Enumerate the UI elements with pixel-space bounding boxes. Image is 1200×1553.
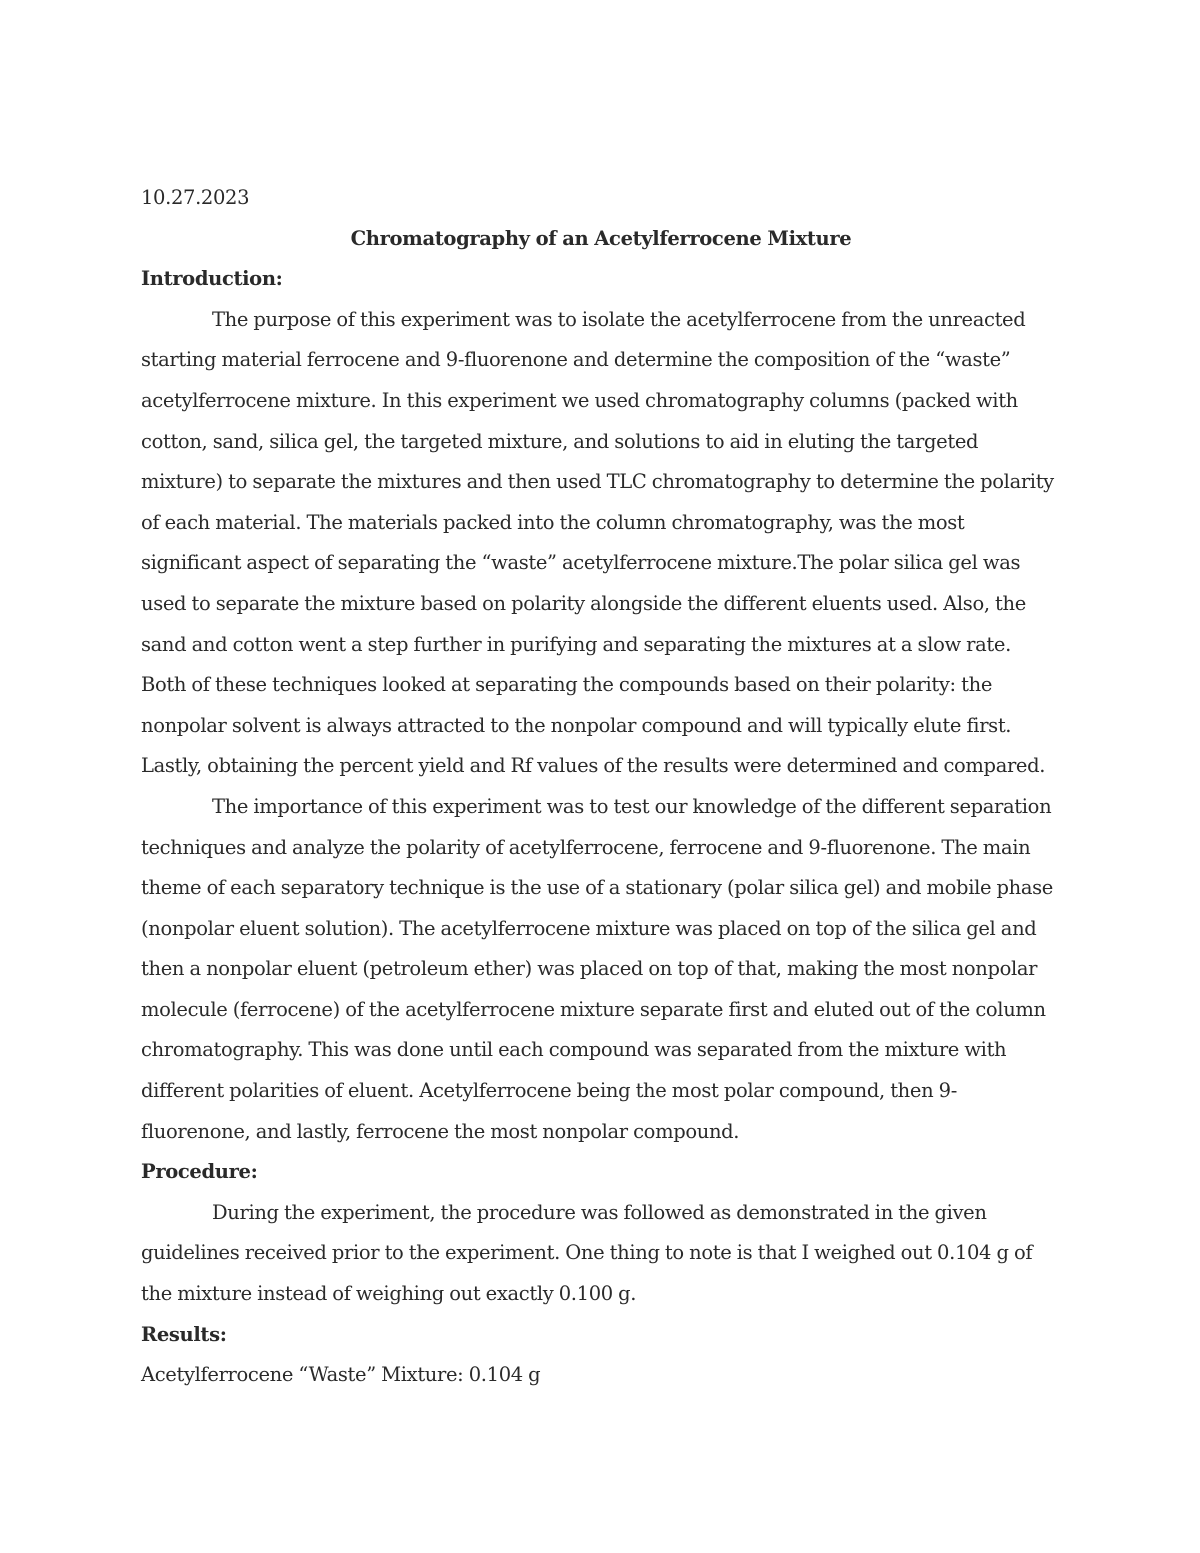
procedure-paragraph: During the experiment, the procedure was followed as demonstrated in the given guidelines received prior to the experiment. One thing to note is that I weighed out 0.104 g of the mixture instead of weighing out exactly 0.100 g. — [141, 1200, 1033, 1306]
results-line: Acetylferrocene “Waste” Mixture: 0.104 g — [141, 1363, 541, 1387]
section-heading-results: Results: — [141, 1322, 227, 1346]
introduction-paragraph: The importance of this experiment was to test our knowledge of the different separation techniques and analyze the polarity of acetylferrocene, ferrocene and 9-fluorenone. The main theme of each separatory technique is the use of a stationary (polar silica gel) and mobile phase (nonpolar eluent solution). The acetylferrocene mixture was placed on top of the silica gel and then a nonpolar eluent (petroleum ether) was placed on top of that, making the most nonpolar molecule (ferrocene) of the acetylferrocene mixture separate first and eluted out of the column chromatography. This was done until each compound was separated from the mixture with different polarities of eluent. Acetylferrocene being the most polar compound, then 9-fluorenone, and lastly, ferrocene the most nonpolar compound. — [141, 794, 1053, 1143]
document-title: Chromatography of an Acetylferrocene Mixture — [350, 226, 852, 250]
document-date: 10.27.2023 — [141, 186, 250, 209]
section-heading-introduction: Introduction: — [141, 267, 283, 291]
document-page — [141, 178, 1061, 1396]
section-heading-procedure: Procedure: — [141, 1160, 258, 1184]
introduction-paragraph: The purpose of this experiment was to isolate the acetylferrocene from the unreacted starting material ferrocene and 9-fluorenone and determine the composition of the “waste” acetylferrocene mixture. In this experiment we used chromatography columns (packed with cotton, sand, silica gel, the targeted mixture, and solutions to aid in eluting the targeted mixture) to separate the mixtures and then used TLC chromatography to determine the polarity of each material. The materials packed into the column chromatography, was the most significant aspect of separating the “waste” acetylferrocene mixture.The polar silica gel was used to separate the mixture based on polarity alongside the different eluents used. Also, the sand and cotton went a step further in purifying and separating the mixtures at a slow rate. Both of these techniques looked at separating the compounds based on their polarity: the nonpolar solvent is always attracted to the nonpolar compound and will typically elute first. Lastly, obtaining the percent yield and Rf values of the results were determined and compared. — [141, 307, 1054, 778]
